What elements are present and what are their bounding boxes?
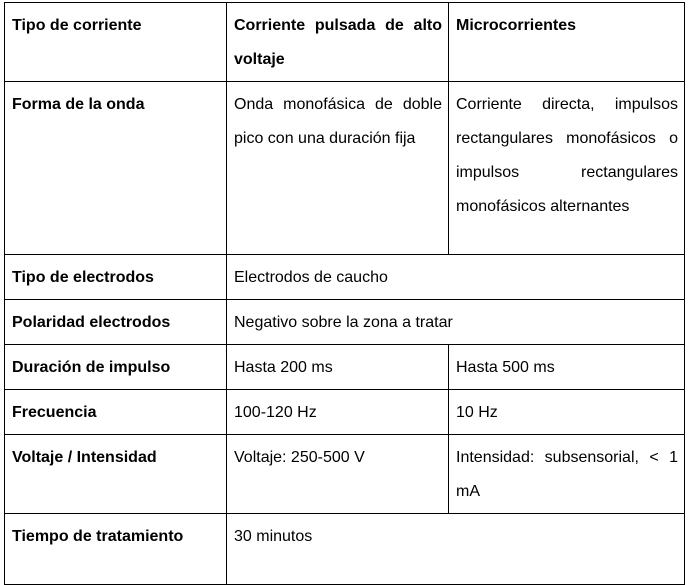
cell-tipo-electrodos: Electrodos de caucho	[227, 255, 685, 300]
cell-intensidad-micro: Intensidad: subsensorial, < 1 mA	[449, 435, 685, 514]
table-row	[5, 300, 685, 345]
cell-forma-onda-micro: Corriente directa, impulsos rectangulares monofásicos o impulsos rectangulares monofásicos alternantes	[449, 82, 685, 255]
row-label-voltaje: Voltaje / Intensidad	[5, 435, 227, 514]
row-label-frecuencia: Frecuencia	[5, 390, 227, 435]
header-microcorrientes: Microcorrientes	[449, 3, 685, 82]
table-header-row	[5, 3, 685, 82]
cell-frecuencia-micro: 10 Hz	[449, 390, 685, 435]
cell-duracion-micro: Hasta 500 ms	[449, 345, 685, 390]
header-corriente-pulsada: Corriente pulsada de alto voltaje	[227, 3, 449, 82]
table-row	[5, 345, 685, 390]
header-tipo-corriente: Tipo de corriente	[5, 3, 227, 82]
row-label-tiempo: Tiempo de tratamiento	[5, 514, 227, 585]
row-label-polaridad: Polaridad electrodos	[5, 300, 227, 345]
table-row	[5, 390, 685, 435]
table-row	[5, 514, 685, 585]
cell-duracion-pulsada: Hasta 200 ms	[227, 345, 449, 390]
comparison-table	[4, 2, 685, 585]
row-label-duracion-impulso: Duración de impulso	[5, 345, 227, 390]
cell-voltaje-pulsada: Voltaje: 250-500 V	[227, 435, 449, 514]
table-row	[5, 82, 685, 255]
table-row	[5, 435, 685, 514]
cell-frecuencia-pulsada: 100-120 Hz	[227, 390, 449, 435]
row-label-tipo-electrodos: Tipo de electrodos	[5, 255, 227, 300]
cell-forma-onda-pulsada: Onda monofásica de doble pico con una duración fija	[227, 82, 449, 255]
cell-polaridad: Negativo sobre la zona a tratar	[227, 300, 685, 345]
table-row	[5, 255, 685, 300]
cell-tiempo: 30 minutos	[227, 514, 685, 585]
row-label-forma-onda: Forma de la onda	[5, 82, 227, 255]
